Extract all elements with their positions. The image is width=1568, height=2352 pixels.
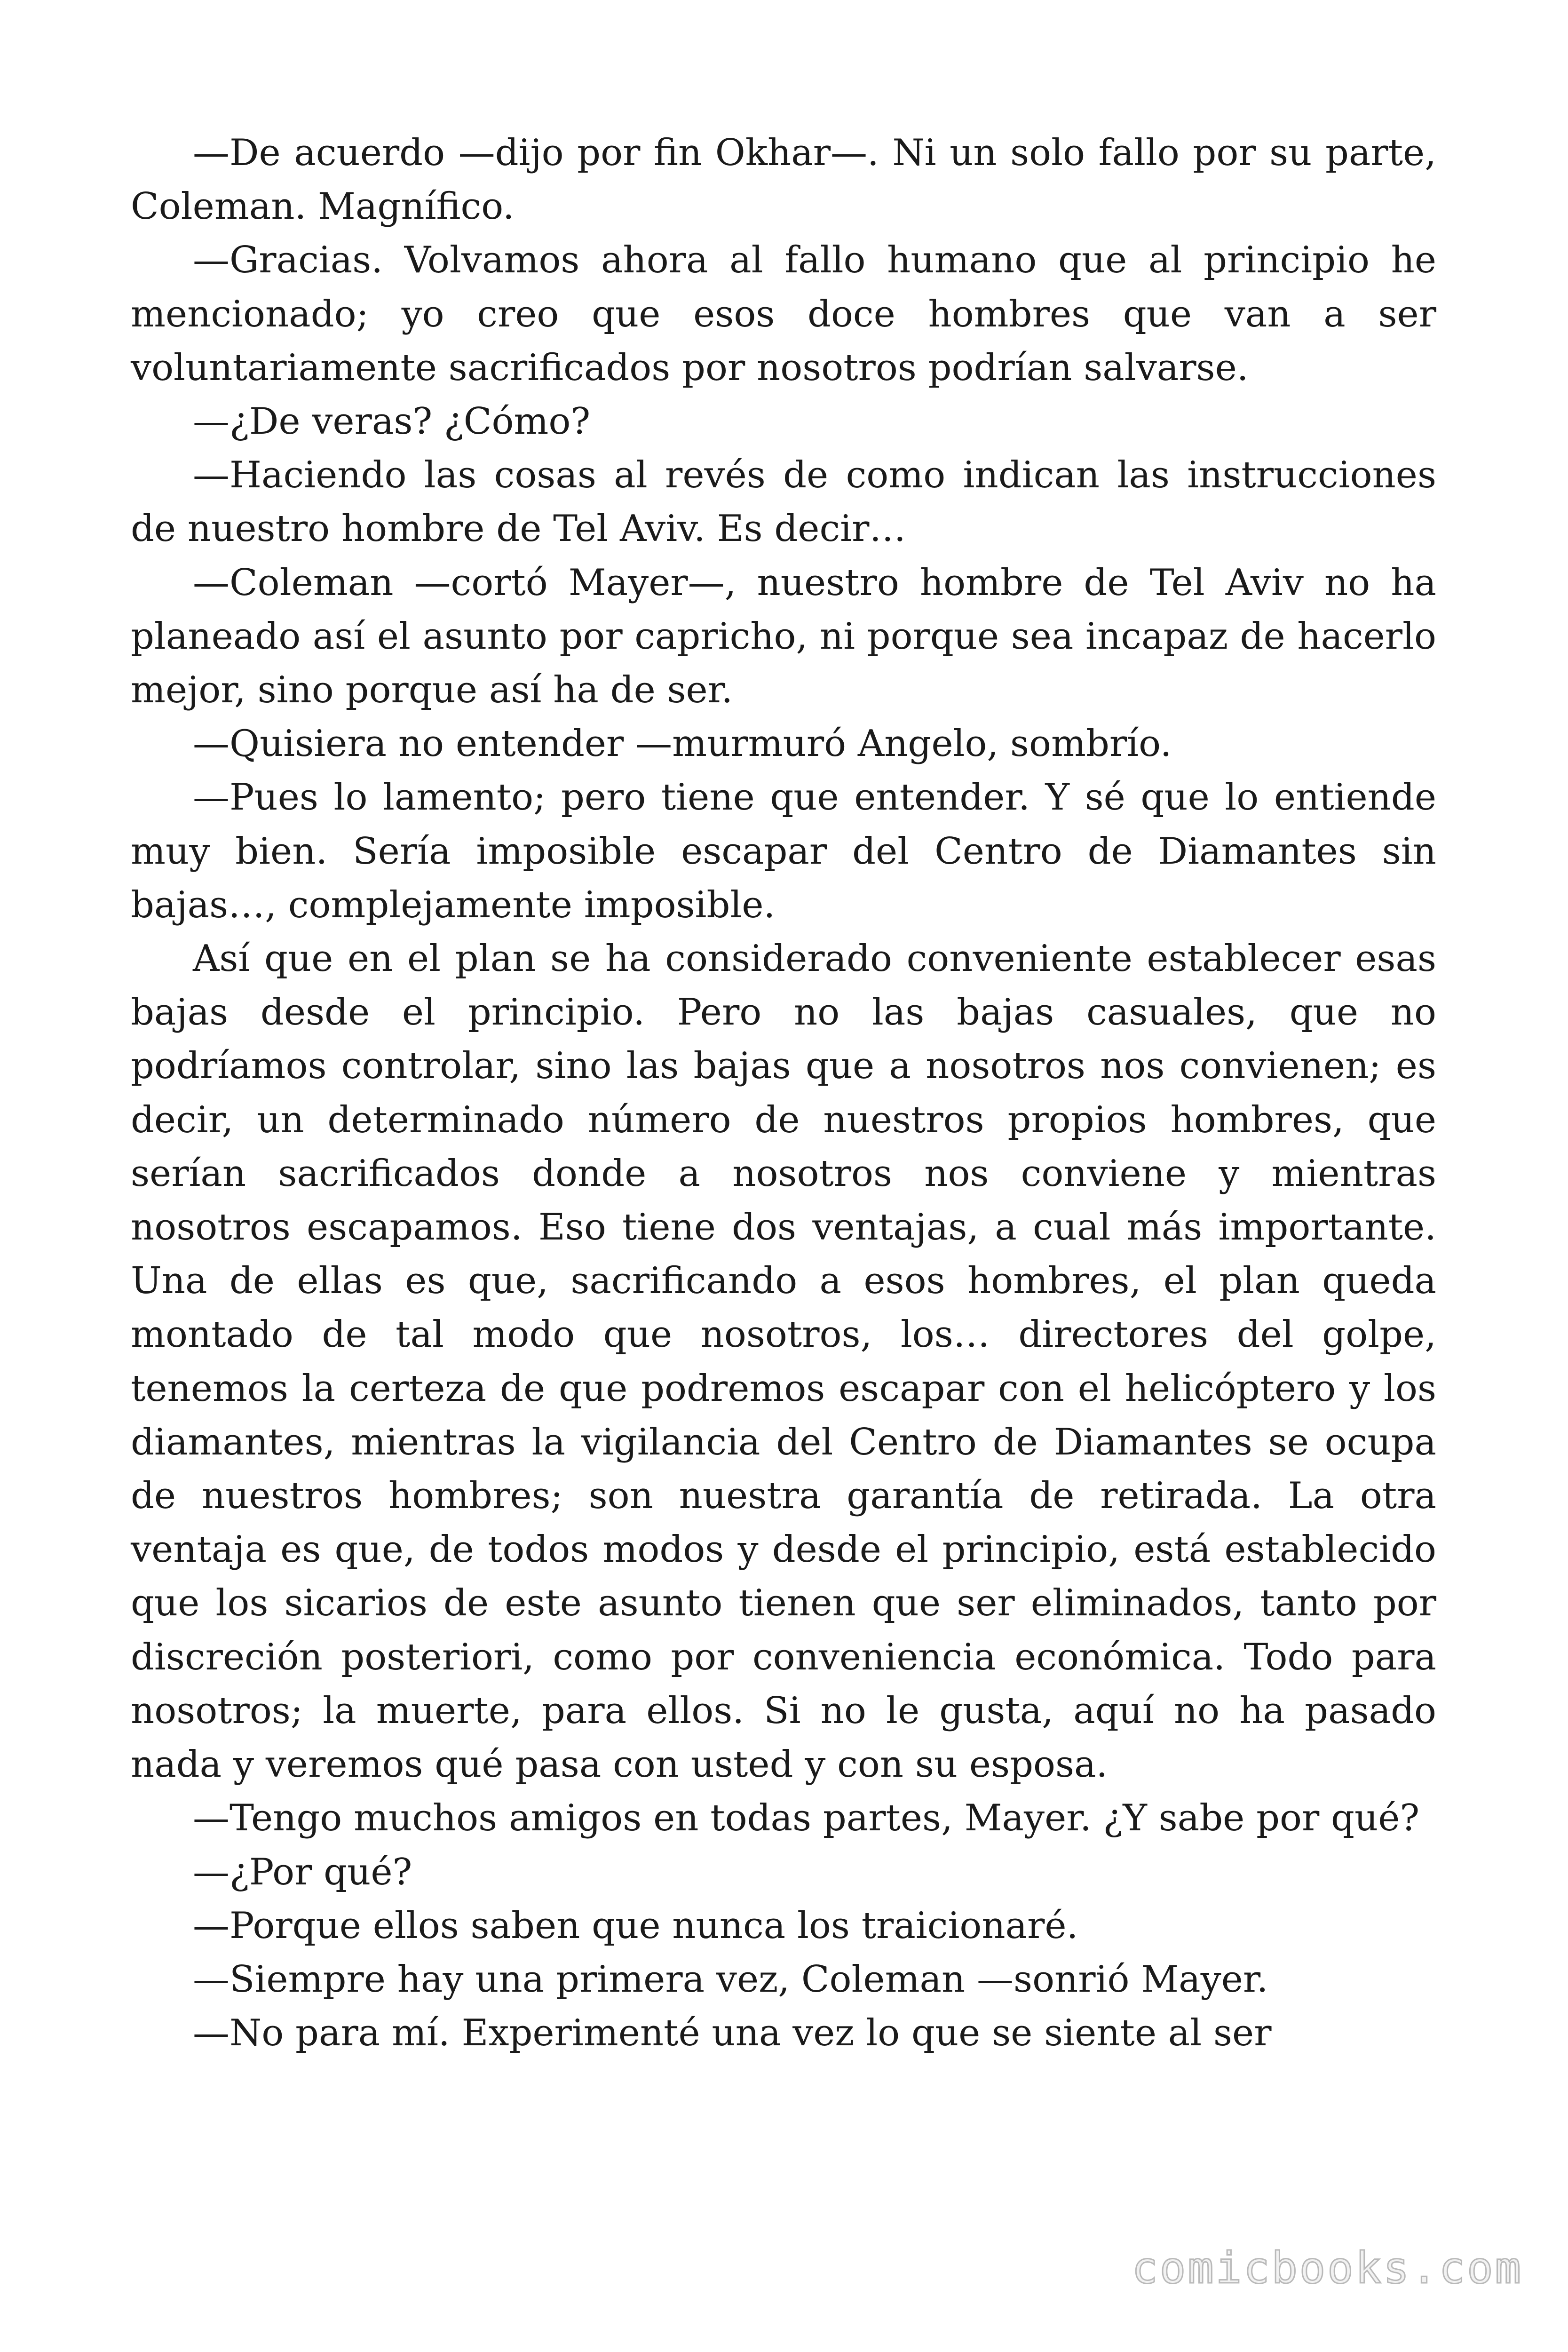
paragraph: —Tengo muchos amigos en todas partes, Mayer. ¿Y sabe por qué? xyxy=(193,1797,1420,1840)
page-text xyxy=(131,126,1436,2060)
paragraph: —Porque ellos saben que nunca los traicionaré. xyxy=(193,1904,1078,1947)
paragraph: Así que en el plan se ha considerado conveniente establecer esas bajas desde el principio. Pero no las bajas casuales, que no podríamos controlar, sino las bajas que a nosotros nos convienen; es decir, un determinado número de nuestros propios hombres, que serían sacrificados donde a nosotros nos conviene y mientras nosotros escapamos. Eso tiene dos ventajas, a cual más importante. Una de ellas es que, sacrificando a esos hombres, el plan queda montado de tal modo que nosotros, los… directores del golpe, tenemos la certeza de que podremos escapar con el helicóptero y los diamantes, mientras la vigilancia del Centro de Diamantes se ocupa de nuestros hombres; son nuestra garantía de retirada. La otra ventaja es que, de todos modos y desde el principio, está establecido que los sicarios de este asunto tienen que ser eliminados, tanto por discreción posteriori, como por conveniencia económica. Todo para nosotros; la muerte, para ellos. Si no le gusta, aquí no ha pasado nada y veremos qué pasa con usted y con su esposa. xyxy=(131,938,1436,1786)
paragraph: —Haciendo las cosas al revés de como indican las instrucciones de nuestro hombre de Tel Aviv. Es decir… xyxy=(131,454,1436,550)
paragraph: —Gracias. Volvamos ahora al fallo humano que al principio he mencionado; yo creo que esos doce hombres que van a ser voluntariamente sacrificados por nosotros podrían salvarse. xyxy=(131,239,1436,389)
paragraph: —Siempre hay una primera vez, Coleman —sonrió Mayer. xyxy=(193,1958,1268,2001)
paragraph: —Quisiera no entender —murmuró Angelo, sombrío. xyxy=(193,723,1172,765)
paragraph: —Coleman —cortó Mayer—, nuestro hombre de Tel Aviv no ha planeado así el asunto por capricho, ni porque sea incapaz de hacerlo mejor, sino porque así ha de ser. xyxy=(131,561,1436,712)
paragraph: —¿Por qué? xyxy=(193,1851,412,1893)
paragraph: —Pues lo lamento; pero tiene que entender. Y sé que lo entiende muy bien. Sería imposible escapar del Centro de Diamantes sin bajas…, complejamente imposible. xyxy=(131,776,1436,926)
paragraph: —¿De veras? ¿Cómo? xyxy=(193,400,591,443)
paragraph: —De acuerdo —dijo por fin Okhar—. Ni un solo fallo por su parte, Coleman. Magnífico. xyxy=(131,132,1436,228)
paragraph: —No para mí. Experimenté una vez lo que se siente al ser xyxy=(193,2012,1272,2055)
watermark: comicbooks.com xyxy=(1132,2243,1523,2293)
